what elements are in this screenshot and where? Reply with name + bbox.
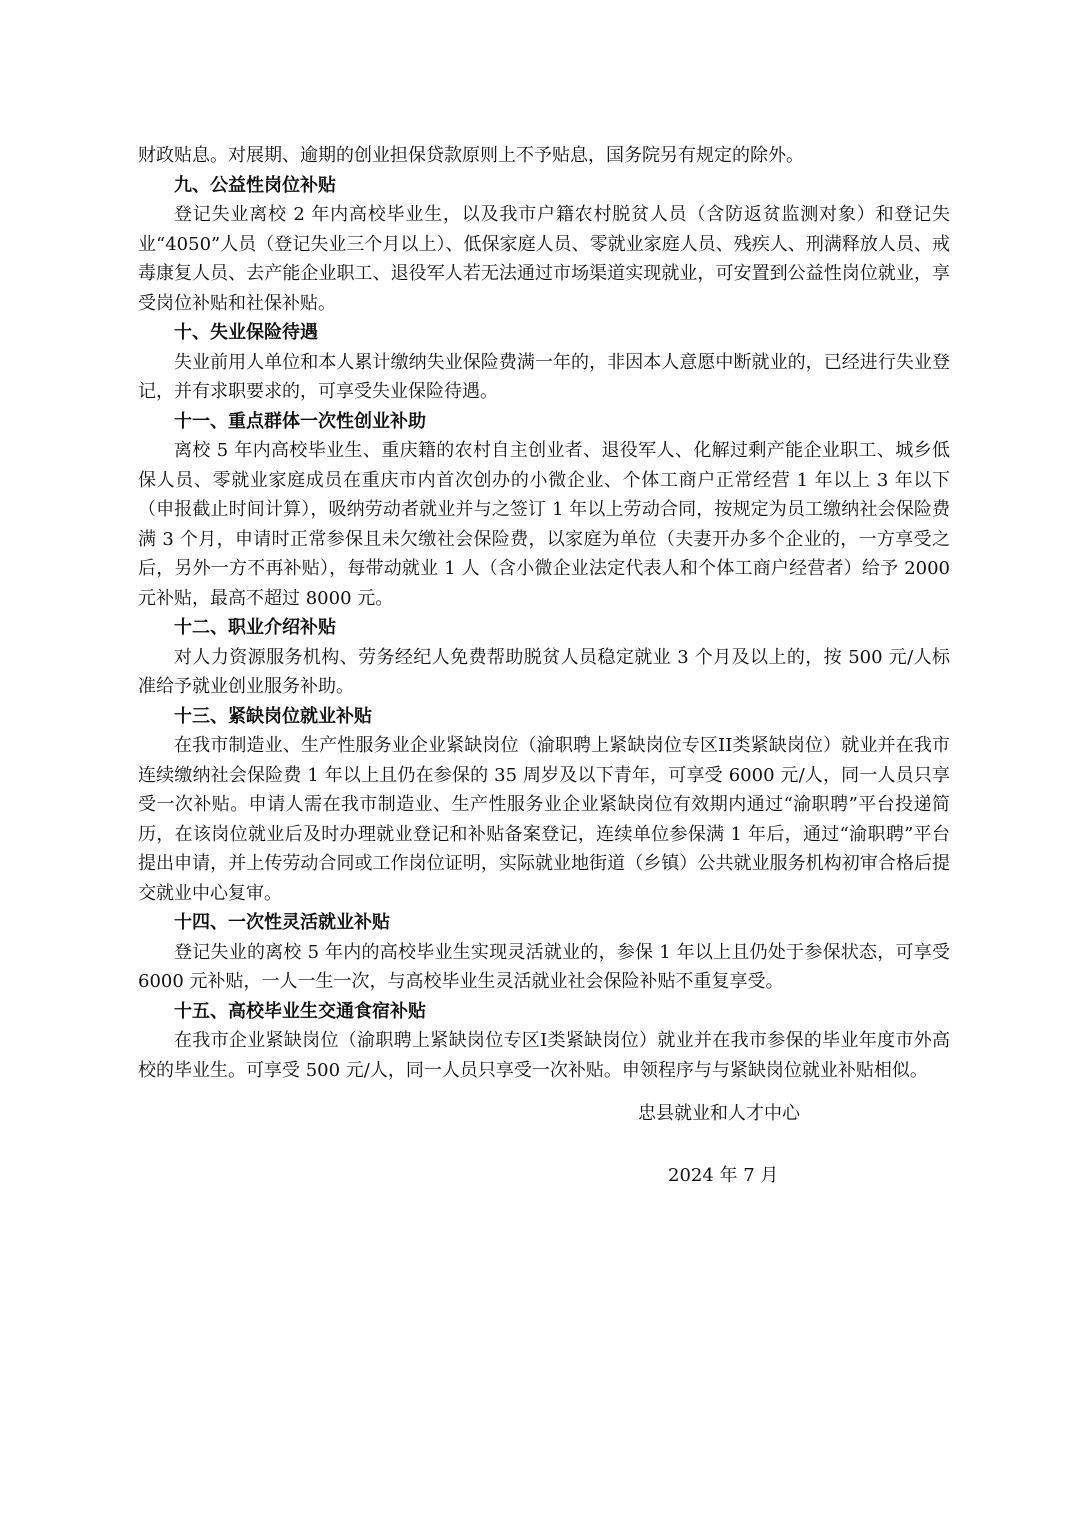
document-body	[138, 141, 950, 1085]
section-heading: 九、公益性岗位补贴	[174, 174, 336, 196]
body-paragraph: 登记失业离校 2 年内高校毕业生，以及我市户籍农村脱贫人员（含防返贫监测对象）和登记失业“4050”人员（登记失业三个月以上）、低保家庭人员、零就业家庭人员、残疾人、刑满释放人员、戒毒康复人员、去产能企业职工、退役军人若无法通过市场渠道实现就业，可安置到公益性岗位就业，享受岗位补贴和社保补贴。	[138, 204, 950, 314]
body-paragraph: 登记失业的离校 5 年内的高校毕业生实现灵活就业的，参保 1 年以上且仍处于参保状态，可享受 6000 元补贴，一人一生一次，与高校毕业生灵活就业社会保险补贴不重复享受。	[138, 941, 950, 992]
issuing-organization: 忠县就业和人才中心	[638, 1103, 800, 1124]
section-heading: 十五、高校毕业生交通食宿补贴	[174, 1000, 426, 1022]
body-paragraph: 失业前用人单位和本人累计缴纳失业保险费满一年的，非因本人意愿中断就业的，已经进行失业登记，并有求职要求的，可享受失业保险待遇。	[138, 351, 950, 402]
section-heading: 十、失业保险待遇	[174, 322, 318, 343]
body-paragraph: 财政贴息。对展期、逾期的创业担保贷款原则上不予贴息，国务院另有规定的除外。	[138, 145, 804, 166]
section-heading: 十三、紧缺岗位就业补贴	[174, 705, 372, 727]
signature-block	[138, 1099, 950, 1190]
section-heading: 十二、职业介绍补贴	[174, 617, 336, 638]
body-paragraph: 离校 5 年内高校毕业生、重庆籍的农村自主创业者、退役军人、化解过剩产能企业职工、城乡低保人员、零就业家庭成员在重庆市内首次创办的小微企业、个体工商户正常经营 1 年以上 3 年以下（申报截止时间计算），吸纳劳动者就业并与之签订 1 年以上劳动合同，按规定为员工缴纳社会保险费满 3 个月，申请时正常参保且未欠缴社会保险费，以家庭为单位（夫妻开办多个企业的，一方享受之后，另外一方不再补贴），每带动就业 1 人（含小微企业法定代表人和个体工商户经营者）给予 2000 元补贴，最高不超过 8000 元。	[138, 440, 950, 609]
section-heading: 十四、一次性灵活就业补贴	[174, 912, 390, 933]
section-heading: 十一、重点群体一次性创业补助	[174, 410, 426, 432]
body-paragraph: 在我市企业紧缺岗位（渝职聘上紧缺岗位专区I类紧缺岗位）就业并在我市参保的毕业年度市外高校的毕业生。可享受 500 元/人，同一人员只享受一次补贴。申领程序与与紧缺岗位就业补贴相似。	[138, 1030, 950, 1081]
body-paragraph: 在我市制造业、生产性服务业企业紧缺岗位（渝职聘上紧缺岗位专区II类紧缺岗位）就业并在我市连续缴纳社会保险费 1 年以上且仍在参保的 35 周岁及以下青年，可享受 6000 元/人，同一人员只享受一次补贴。申请人需在我市制造业、生产性服务业企业紧缺岗位有效期内通过“渝职聘”平台投递简历，在该岗位就业后及时办理就业登记和补贴备案登记，连续单位参保满 1 年后，通过“渝职聘”平台提出申请，并上传劳动合同或工作岗位证明，实际就业地街道（乡镇）公共就业服务机构初审合格后提交就业中心复审。	[138, 735, 950, 904]
body-paragraph: 对人力资源服务机构、劳务经纪人免费帮助脱贫人员稳定就业 3 个月及以上的，按 500 元/人标准给予就业创业服务补助。	[138, 646, 950, 697]
issue-date: 2024 年 7 月	[668, 1164, 779, 1186]
